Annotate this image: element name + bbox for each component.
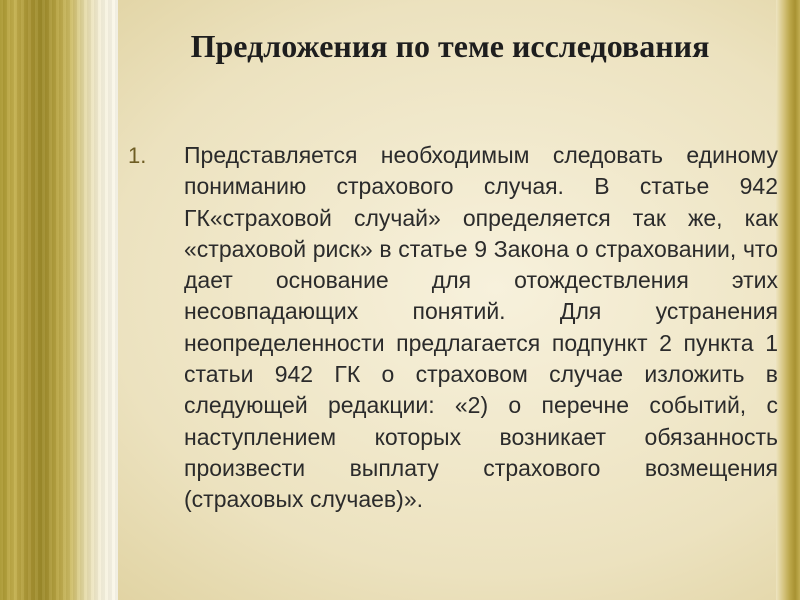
list-item-number: 1. [128, 143, 147, 168]
list-item-text: Представляется необходимым следовать единому пониманию страхового случая. В статье 942 ГК«страховой случай» определяется так же, как «страховой риск» в статье 9 Закона о страховании, что дает основание для отождествления этих несовпадающих понятий. Для устранения неопределенности предлагается подпункт 2 пункта 1 статьи 942 ГК о страховом случае изложить в следующей редакции: «2) о перечне событий, с наступлением которых возникает обязанность произвести выплату страхового возмещения (страховых случаев)». [184, 142, 778, 513]
list-item [124, 140, 778, 516]
decorative-right-band [776, 0, 800, 600]
decorative-left-band [0, 0, 118, 600]
slide-title: Предложения по теме исследования [190, 28, 710, 64]
proposal-list [124, 140, 778, 516]
